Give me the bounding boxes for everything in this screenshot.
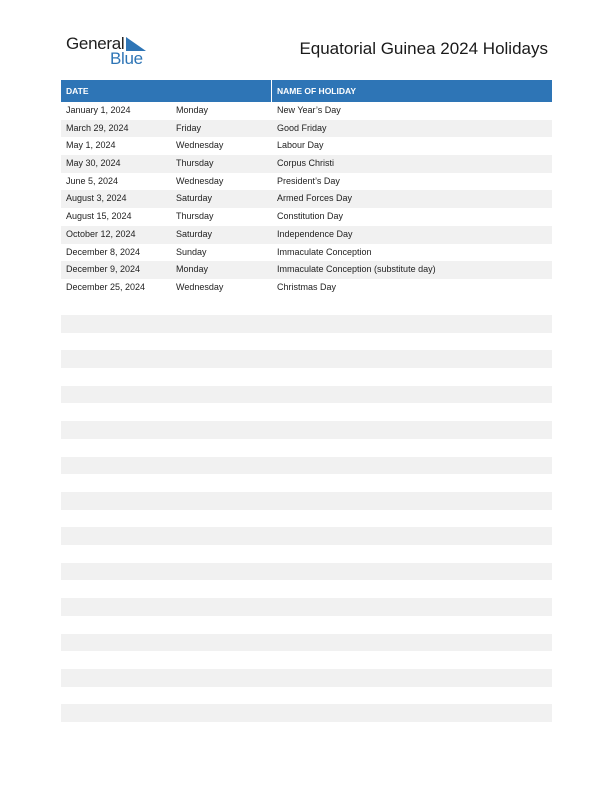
header-divider: [271, 80, 272, 102]
holiday-weekday: Wednesday: [176, 140, 224, 151]
table-row: [61, 173, 552, 191]
generalblue-logo: [66, 34, 156, 70]
holiday-weekday: Monday: [176, 264, 209, 275]
holiday-name: Christmas Day: [277, 281, 337, 292]
holiday-weekday: Saturday: [176, 193, 213, 204]
holiday-weekday: Thursday: [176, 158, 214, 169]
holiday-date: January 1, 2024: [66, 105, 131, 115]
table-row: [61, 155, 552, 173]
holiday-date: June 5, 2024: [66, 175, 119, 186]
holiday-weekday: Thursday: [176, 211, 214, 222]
holiday-date: August 3, 2024: [66, 193, 127, 204]
holiday-date: October 12, 2024: [66, 228, 136, 239]
table-body: [61, 102, 552, 297]
table-row: [61, 190, 552, 208]
holiday-name: Armed Forces Day: [277, 193, 353, 204]
holiday-date: May 1, 2024: [66, 140, 116, 151]
holiday-weekday: Wednesday: [176, 175, 224, 186]
table-row: [61, 120, 552, 138]
holiday-name: Immaculate Conception: [277, 246, 372, 257]
table-row: [61, 261, 552, 279]
empty-row-stripe: [61, 457, 552, 475]
table-row: [61, 244, 552, 262]
column-header-date: DATE: [66, 86, 89, 96]
empty-row-stripe: [61, 669, 552, 687]
holiday-name: Corpus Christi: [277, 158, 335, 169]
empty-row-stripe: [61, 350, 552, 368]
table-row: [61, 137, 552, 155]
holiday-table: [61, 80, 552, 297]
empty-row-stripe: [61, 386, 552, 404]
logo-text-blue: Blue: [110, 49, 143, 68]
table-row: [61, 279, 552, 297]
holiday-weekday: Wednesday: [176, 281, 224, 292]
holiday-name: New Year’s Day: [277, 105, 341, 115]
empty-row-stripe: [61, 527, 552, 545]
holiday-weekday: Saturday: [176, 228, 213, 239]
holiday-name: Constitution Day: [277, 211, 344, 222]
holiday-weekday: Monday: [176, 105, 209, 115]
holiday-date: December 25, 2024: [66, 281, 146, 292]
empty-row-stripe: [61, 315, 552, 333]
empty-row-stripe: [61, 704, 552, 722]
empty-row-stripe: [61, 421, 552, 439]
page-title: Equatorial Guinea 2024 Holidays: [299, 39, 548, 58]
logo-text-general: General: [66, 34, 125, 53]
table-row: [61, 102, 552, 120]
empty-row-stripe: [61, 492, 552, 510]
holiday-name: Good Friday: [277, 122, 327, 133]
holiday-name: Independence Day: [277, 228, 353, 239]
holiday-date: May 30, 2024: [66, 158, 121, 169]
holiday-date: December 8, 2024: [66, 246, 141, 257]
empty-row-stripe: [61, 563, 552, 581]
table-row: [61, 208, 552, 226]
column-header-name: NAME OF HOLIDAY: [277, 86, 357, 96]
empty-row-stripe: [61, 634, 552, 652]
holiday-weekday: Friday: [176, 122, 202, 133]
table-header: [61, 80, 552, 102]
empty-row-stripe: [61, 598, 552, 616]
holiday-date: March 29, 2024: [66, 122, 129, 133]
holiday-name: President’s Day: [277, 175, 340, 186]
holiday-weekday: Sunday: [176, 246, 207, 257]
holiday-name: Labour Day: [277, 140, 324, 151]
table-row: [61, 226, 552, 244]
holiday-date: December 9, 2024: [66, 264, 141, 275]
holiday-date: August 15, 2024: [66, 211, 132, 222]
holiday-name: Immaculate Conception (substitute day): [277, 264, 436, 275]
